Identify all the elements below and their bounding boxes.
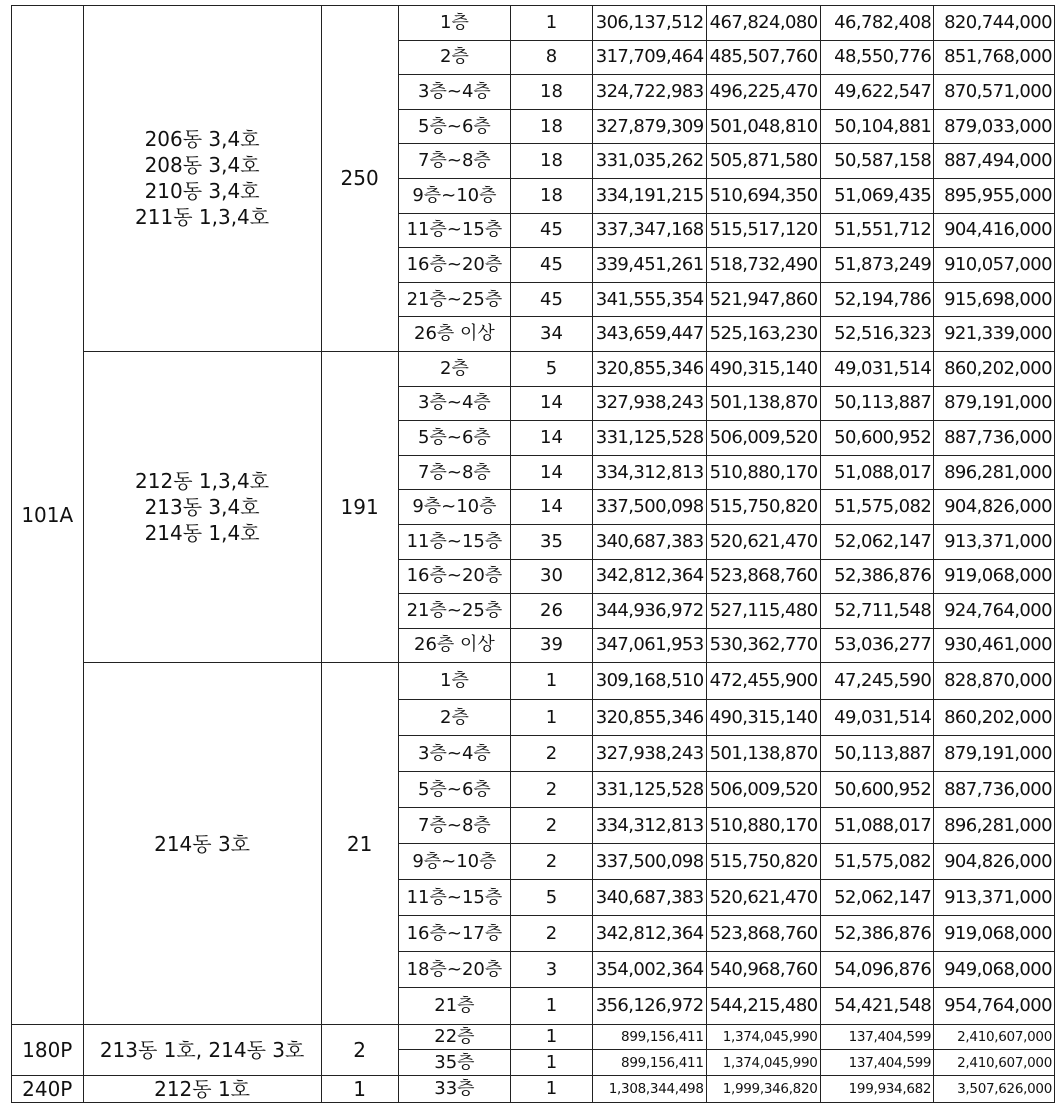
price-value-total: 860,202,000 <box>934 351 1055 386</box>
price-value-total: 820,744,000 <box>934 6 1055 41</box>
price-value-3: 50,104,881 <box>820 109 934 144</box>
floor-cell: 1층 <box>398 663 511 700</box>
floor-cell: 7층~8층 <box>398 144 511 179</box>
building-list-cell <box>83 1076 321 1103</box>
building-line: 213동 3,4호 <box>144 495 260 520</box>
price-value-3: 199,934,682 <box>820 1076 934 1103</box>
count-cell: 2 <box>511 808 593 844</box>
price-value-1: 320,855,346 <box>592 351 706 386</box>
building-list-cell <box>83 6 321 352</box>
unit-total-cell: 1 <box>321 1076 398 1103</box>
price-value-total: 904,826,000 <box>934 490 1055 525</box>
price-value-3: 52,386,876 <box>820 559 934 594</box>
price-value-1: 334,191,215 <box>592 178 706 213</box>
price-value-3: 51,551,712 <box>820 213 934 248</box>
price-value-3: 52,062,147 <box>820 880 934 916</box>
count-cell: 1 <box>511 663 593 700</box>
floor-cell: 16층~17층 <box>398 916 511 952</box>
price-value-2: 1,374,045,990 <box>706 1050 820 1076</box>
price-value-3: 50,600,952 <box>820 421 934 456</box>
price-value-2: 544,215,480 <box>706 988 820 1025</box>
price-value-3: 52,516,323 <box>820 317 934 352</box>
price-value-3: 46,782,408 <box>820 6 934 41</box>
price-value-2: 523,868,760 <box>706 559 820 594</box>
floor-cell: 21층~25층 <box>398 594 511 629</box>
price-value-1: 356,126,972 <box>592 988 706 1025</box>
price-value-3: 50,113,887 <box>820 386 934 421</box>
floor-cell: 22층 <box>398 1025 511 1050</box>
price-value-1: 331,125,528 <box>592 772 706 808</box>
price-value-2: 510,880,170 <box>706 455 820 490</box>
unit-total-cell: 21 <box>321 663 398 1025</box>
price-value-2: 501,138,870 <box>706 736 820 772</box>
price-value-2: 518,732,490 <box>706 248 820 283</box>
price-value-1: 342,812,364 <box>592 559 706 594</box>
count-cell: 30 <box>511 559 593 594</box>
count-cell: 1 <box>511 1076 593 1103</box>
price-value-1: 327,938,243 <box>592 386 706 421</box>
price-value-3: 51,873,249 <box>820 248 934 283</box>
floor-cell: 2층 <box>398 351 511 386</box>
floor-cell: 33층 <box>398 1076 511 1103</box>
price-value-1: 337,500,098 <box>592 844 706 880</box>
floor-cell: 35층 <box>398 1050 511 1076</box>
count-cell: 18 <box>511 178 593 213</box>
price-value-3: 48,550,776 <box>820 40 934 75</box>
count-cell: 1 <box>511 1025 593 1050</box>
price-value-2: 490,315,140 <box>706 351 820 386</box>
floor-cell: 9층~10층 <box>398 178 511 213</box>
price-value-1: 334,312,813 <box>592 455 706 490</box>
price-value-total: 2,410,607,000 <box>934 1050 1055 1076</box>
price-value-total: 851,768,000 <box>934 40 1055 75</box>
price-value-3: 51,088,017 <box>820 808 934 844</box>
count-cell: 1 <box>511 700 593 736</box>
price-value-3: 52,386,876 <box>820 916 934 952</box>
floor-cell: 18층~20층 <box>398 952 511 988</box>
price-value-2: 472,455,900 <box>706 663 820 700</box>
price-value-1: 341,555,354 <box>592 282 706 317</box>
count-cell: 14 <box>511 490 593 525</box>
count-cell: 18 <box>511 144 593 179</box>
floor-cell: 5층~6층 <box>398 109 511 144</box>
price-value-2: 520,621,470 <box>706 880 820 916</box>
table-row <box>12 1025 1055 1050</box>
price-value-total: 896,281,000 <box>934 808 1055 844</box>
price-table <box>11 5 1055 1103</box>
price-value-total: 895,955,000 <box>934 178 1055 213</box>
building-line: 213동 1호, 214동 3호 <box>99 1038 305 1063</box>
floor-cell: 1층 <box>398 6 511 41</box>
price-value-2: 525,163,230 <box>706 317 820 352</box>
price-value-2: 540,968,760 <box>706 952 820 988</box>
price-value-1: 347,061,953 <box>592 628 706 663</box>
price-value-3: 51,069,435 <box>820 178 934 213</box>
count-cell: 35 <box>511 524 593 559</box>
price-value-total: 3,507,626,000 <box>934 1076 1055 1103</box>
price-value-3: 137,404,599 <box>820 1050 934 1076</box>
count-cell: 2 <box>511 916 593 952</box>
count-cell: 39 <box>511 628 593 663</box>
table-body <box>12 6 1055 1103</box>
price-value-total: 828,870,000 <box>934 663 1055 700</box>
price-value-1: 340,687,383 <box>592 524 706 559</box>
price-value-3: 50,113,887 <box>820 736 934 772</box>
count-cell: 3 <box>511 952 593 988</box>
price-value-1: 1,308,344,498 <box>592 1076 706 1103</box>
floor-cell: 26층 이상 <box>398 317 511 352</box>
price-value-2: 501,138,870 <box>706 386 820 421</box>
floor-cell: 21층~25층 <box>398 282 511 317</box>
price-value-2: 485,507,760 <box>706 40 820 75</box>
table-row <box>12 6 1055 41</box>
price-value-total: 887,736,000 <box>934 772 1055 808</box>
floor-cell: 11층~15층 <box>398 524 511 559</box>
floor-cell: 11층~15층 <box>398 880 511 916</box>
price-value-2: 505,871,580 <box>706 144 820 179</box>
table-row <box>12 1076 1055 1103</box>
floor-cell: 3층~4층 <box>398 75 511 110</box>
count-cell: 1 <box>511 1050 593 1076</box>
price-value-2: 521,947,860 <box>706 282 820 317</box>
price-value-1: 343,659,447 <box>592 317 706 352</box>
count-cell: 1 <box>511 6 593 41</box>
table-row <box>12 663 1055 700</box>
price-value-total: 904,826,000 <box>934 844 1055 880</box>
floor-cell: 7층~8층 <box>398 808 511 844</box>
price-value-2: 520,621,470 <box>706 524 820 559</box>
price-value-total: 910,057,000 <box>934 248 1055 283</box>
building-line: 212동 1호 <box>154 1077 251 1102</box>
count-cell: 5 <box>511 351 593 386</box>
unit-total-cell: 191 <box>321 351 398 662</box>
count-cell: 2 <box>511 844 593 880</box>
price-value-3: 54,096,876 <box>820 952 934 988</box>
price-value-3: 51,575,082 <box>820 844 934 880</box>
price-value-1: 327,938,243 <box>592 736 706 772</box>
price-value-1: 331,125,528 <box>592 421 706 456</box>
price-value-1: 339,451,261 <box>592 248 706 283</box>
price-value-2: 490,315,140 <box>706 700 820 736</box>
building-line: 208동 3,4호 <box>144 153 260 178</box>
floor-cell: 2층 <box>398 40 511 75</box>
price-value-total: 954,764,000 <box>934 988 1055 1025</box>
price-value-1: 342,812,364 <box>592 916 706 952</box>
count-cell: 14 <box>511 421 593 456</box>
price-value-total: 860,202,000 <box>934 700 1055 736</box>
price-value-3: 52,062,147 <box>820 524 934 559</box>
floor-cell: 5층~6층 <box>398 772 511 808</box>
price-value-total: 915,698,000 <box>934 282 1055 317</box>
price-value-2: 510,880,170 <box>706 808 820 844</box>
price-value-2: 515,750,820 <box>706 490 820 525</box>
count-cell: 45 <box>511 282 593 317</box>
price-value-3: 54,421,548 <box>820 988 934 1025</box>
floor-cell: 11층~15층 <box>398 213 511 248</box>
floor-cell: 16층~20층 <box>398 248 511 283</box>
price-value-1: 320,855,346 <box>592 700 706 736</box>
price-value-1: 317,709,464 <box>592 40 706 75</box>
price-value-1: 327,879,309 <box>592 109 706 144</box>
price-value-1: 337,500,098 <box>592 490 706 525</box>
count-cell: 45 <box>511 213 593 248</box>
count-cell: 18 <box>511 75 593 110</box>
price-value-total: 913,371,000 <box>934 524 1055 559</box>
price-value-total: 949,068,000 <box>934 952 1055 988</box>
price-value-total: 879,191,000 <box>934 736 1055 772</box>
price-value-2: 1,374,045,990 <box>706 1025 820 1050</box>
count-cell: 18 <box>511 109 593 144</box>
count-cell: 5 <box>511 880 593 916</box>
price-value-total: 879,191,000 <box>934 386 1055 421</box>
count-cell: 2 <box>511 736 593 772</box>
price-value-1: 899,156,411 <box>592 1050 706 1076</box>
price-value-3: 49,622,547 <box>820 75 934 110</box>
price-value-1: 306,137,512 <box>592 6 706 41</box>
price-value-1: 340,687,383 <box>592 880 706 916</box>
building-line: 214동 1,4호 <box>144 521 260 546</box>
price-value-total: 887,736,000 <box>934 421 1055 456</box>
price-value-2: 506,009,520 <box>706 421 820 456</box>
price-value-2: 530,362,770 <box>706 628 820 663</box>
floor-cell: 2층 <box>398 700 511 736</box>
price-value-1: 899,156,411 <box>592 1025 706 1050</box>
price-value-1: 324,722,983 <box>592 75 706 110</box>
unit-total-cell: 2 <box>321 1025 398 1076</box>
count-cell: 1 <box>511 988 593 1025</box>
price-value-3: 52,711,548 <box>820 594 934 629</box>
price-value-3: 137,404,599 <box>820 1025 934 1050</box>
price-value-total: 2,410,607,000 <box>934 1025 1055 1050</box>
building-line: 212동 1,3,4호 <box>135 469 270 494</box>
count-cell: 2 <box>511 772 593 808</box>
price-value-3: 49,031,514 <box>820 700 934 736</box>
price-value-total: 924,764,000 <box>934 594 1055 629</box>
price-value-3: 50,600,952 <box>820 772 934 808</box>
price-value-total: 879,033,000 <box>934 109 1055 144</box>
price-value-3: 51,575,082 <box>820 490 934 525</box>
floor-cell: 9층~10층 <box>398 490 511 525</box>
price-value-total: 870,571,000 <box>934 75 1055 110</box>
count-cell: 14 <box>511 455 593 490</box>
table-row <box>12 351 1055 386</box>
count-cell: 26 <box>511 594 593 629</box>
price-value-2: 510,694,350 <box>706 178 820 213</box>
price-value-2: 523,868,760 <box>706 916 820 952</box>
price-value-1: 344,936,972 <box>592 594 706 629</box>
price-value-3: 47,245,590 <box>820 663 934 700</box>
unit-type-cell: 101A <box>12 6 84 1025</box>
count-cell: 45 <box>511 248 593 283</box>
price-value-3: 51,088,017 <box>820 455 934 490</box>
price-value-total: 919,068,000 <box>934 916 1055 952</box>
building-line: 214동 3호 <box>154 831 251 856</box>
price-value-1: 337,347,168 <box>592 213 706 248</box>
price-value-3: 52,194,786 <box>820 282 934 317</box>
price-value-2: 506,009,520 <box>706 772 820 808</box>
building-line: 210동 3,4호 <box>144 179 260 204</box>
floor-cell: 3층~4층 <box>398 386 511 421</box>
floor-cell: 9층~10층 <box>398 844 511 880</box>
floor-cell: 3층~4층 <box>398 736 511 772</box>
price-value-2: 501,048,810 <box>706 109 820 144</box>
price-value-total: 896,281,000 <box>934 455 1055 490</box>
floor-cell: 7층~8층 <box>398 455 511 490</box>
price-value-1: 331,035,262 <box>592 144 706 179</box>
price-value-1: 334,312,813 <box>592 808 706 844</box>
count-cell: 8 <box>511 40 593 75</box>
price-value-1: 309,168,510 <box>592 663 706 700</box>
floor-cell: 16층~20층 <box>398 559 511 594</box>
floor-cell: 26층 이상 <box>398 628 511 663</box>
price-value-total: 930,461,000 <box>934 628 1055 663</box>
price-value-2: 515,750,820 <box>706 844 820 880</box>
building-line: 206동 3,4호 <box>144 127 260 152</box>
price-value-3: 49,031,514 <box>820 351 934 386</box>
building-line: 211동 1,3,4호 <box>135 205 270 230</box>
building-list-cell <box>83 351 321 662</box>
unit-total-cell: 250 <box>321 6 398 352</box>
price-value-total: 919,068,000 <box>934 559 1055 594</box>
count-cell: 14 <box>511 386 593 421</box>
price-value-total: 921,339,000 <box>934 317 1055 352</box>
price-value-2: 527,115,480 <box>706 594 820 629</box>
price-value-3: 53,036,277 <box>820 628 934 663</box>
price-value-2: 496,225,470 <box>706 75 820 110</box>
floor-cell: 5층~6층 <box>398 421 511 456</box>
price-value-total: 913,371,000 <box>934 880 1055 916</box>
price-value-2: 467,824,080 <box>706 6 820 41</box>
price-value-1: 354,002,364 <box>592 952 706 988</box>
building-list-cell <box>83 1025 321 1076</box>
price-value-2: 515,517,120 <box>706 213 820 248</box>
floor-cell: 21층 <box>398 988 511 1025</box>
unit-type-cell: 240P <box>12 1076 84 1103</box>
price-value-total: 887,494,000 <box>934 144 1055 179</box>
price-value-total: 904,416,000 <box>934 213 1055 248</box>
price-value-2: 1,999,346,820 <box>706 1076 820 1103</box>
unit-type-cell: 180P <box>12 1025 84 1076</box>
price-value-3: 50,587,158 <box>820 144 934 179</box>
count-cell: 34 <box>511 317 593 352</box>
building-list-cell <box>83 663 321 1025</box>
